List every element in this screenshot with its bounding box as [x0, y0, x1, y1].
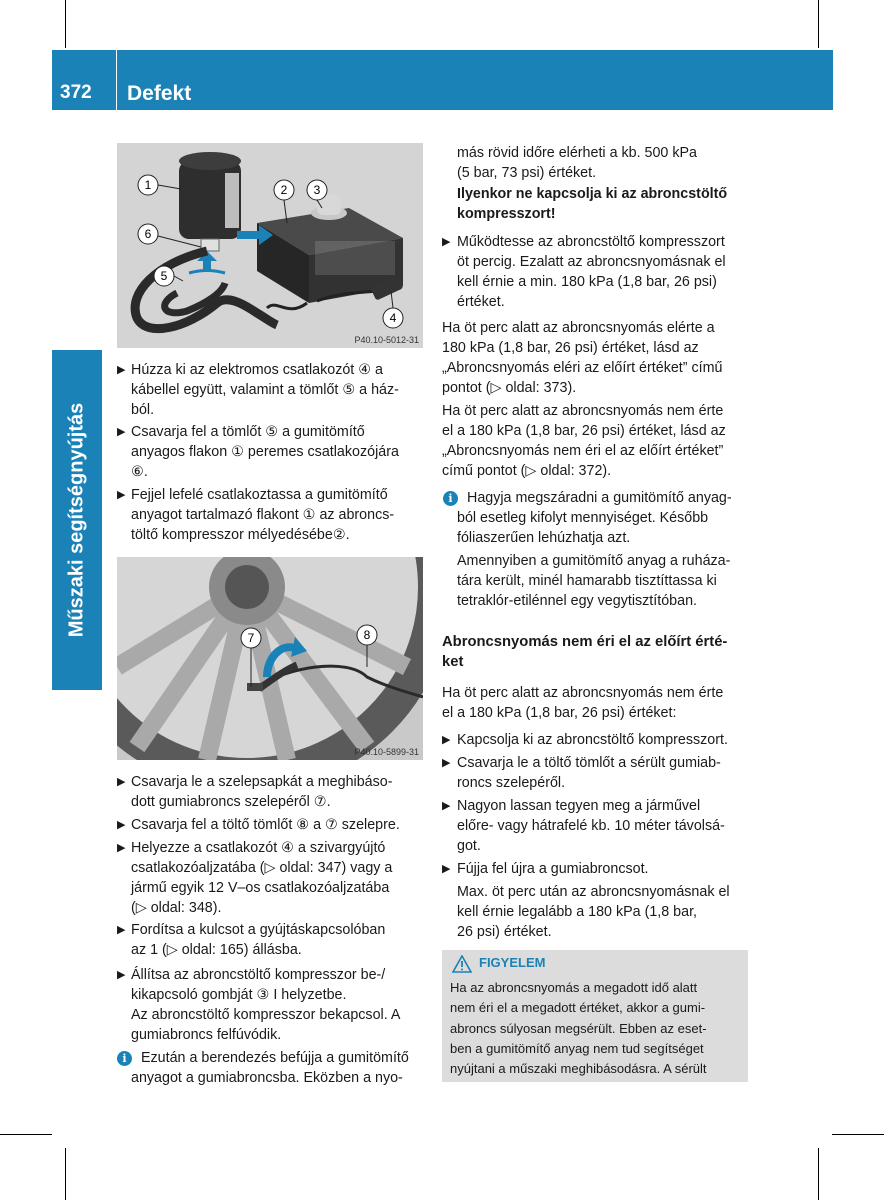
- info-icon: i: [117, 1051, 132, 1066]
- svg-text:7: 7: [247, 631, 255, 645]
- svg-text:5: 5: [160, 269, 168, 283]
- page-title: Defekt: [127, 82, 192, 105]
- wheel-illustration: [117, 557, 423, 760]
- crop-mark: [818, 1148, 819, 1200]
- callout-2: [274, 180, 294, 223]
- svg-text:2: 2: [280, 183, 288, 197]
- svg-text:3: 3: [313, 183, 321, 197]
- warning-text: nem éri el a megadott értéket, akkor a gumi-: [450, 1000, 706, 1015]
- callout-4: [383, 291, 403, 328]
- warning-inline: kompresszort!: [457, 206, 556, 222]
- warning-icon: [452, 955, 472, 973]
- svg-text:1: 1: [144, 178, 152, 192]
- compressor-illustration: [117, 143, 423, 348]
- page-number: 372: [60, 82, 92, 103]
- side-tab-label: Műszaki segítségnyújtás: [65, 402, 88, 638]
- info-icon: i: [443, 491, 458, 506]
- crop-mark: [818, 0, 819, 48]
- crop-mark: [65, 1148, 66, 1200]
- warning-inline: Ilyenkor ne kapcsolja ki az abroncstöltő: [457, 186, 728, 202]
- paragraph: más rövid időre elérheti a kb. 500 kPa: [457, 145, 697, 161]
- crop-mark: [0, 1134, 52, 1135]
- callout-5: [154, 266, 183, 286]
- crop-mark: [832, 1134, 884, 1135]
- crop-mark: [65, 0, 66, 48]
- figure-code: P40.10-5899-31: [354, 747, 419, 757]
- svg-text:8: 8: [363, 628, 371, 642]
- warning-text: nyújtani a műszaki meghibásodásra. A sérült: [450, 1061, 707, 1076]
- figure-code: P40.10-5012-31: [354, 335, 419, 345]
- warning-title: FIGYELEM: [479, 955, 546, 970]
- svg-text:4: 4: [389, 311, 397, 325]
- figure-compressor: [117, 143, 423, 348]
- warning-text: Ha az abroncsnyomás a megadott idő alatt: [450, 980, 698, 995]
- paragraph: (5 bar, 73 psi) értéket.: [457, 165, 597, 181]
- header-separator: [116, 50, 117, 110]
- figure-wheel: [117, 557, 423, 760]
- callout-1: [138, 175, 181, 195]
- warning-text: abroncs súlyosan megsérült. Ebben az eset-: [450, 1021, 707, 1036]
- svg-text:6: 6: [144, 227, 152, 241]
- warning-text: ben a gumitömítő anyag nem tud segítséget: [450, 1041, 704, 1056]
